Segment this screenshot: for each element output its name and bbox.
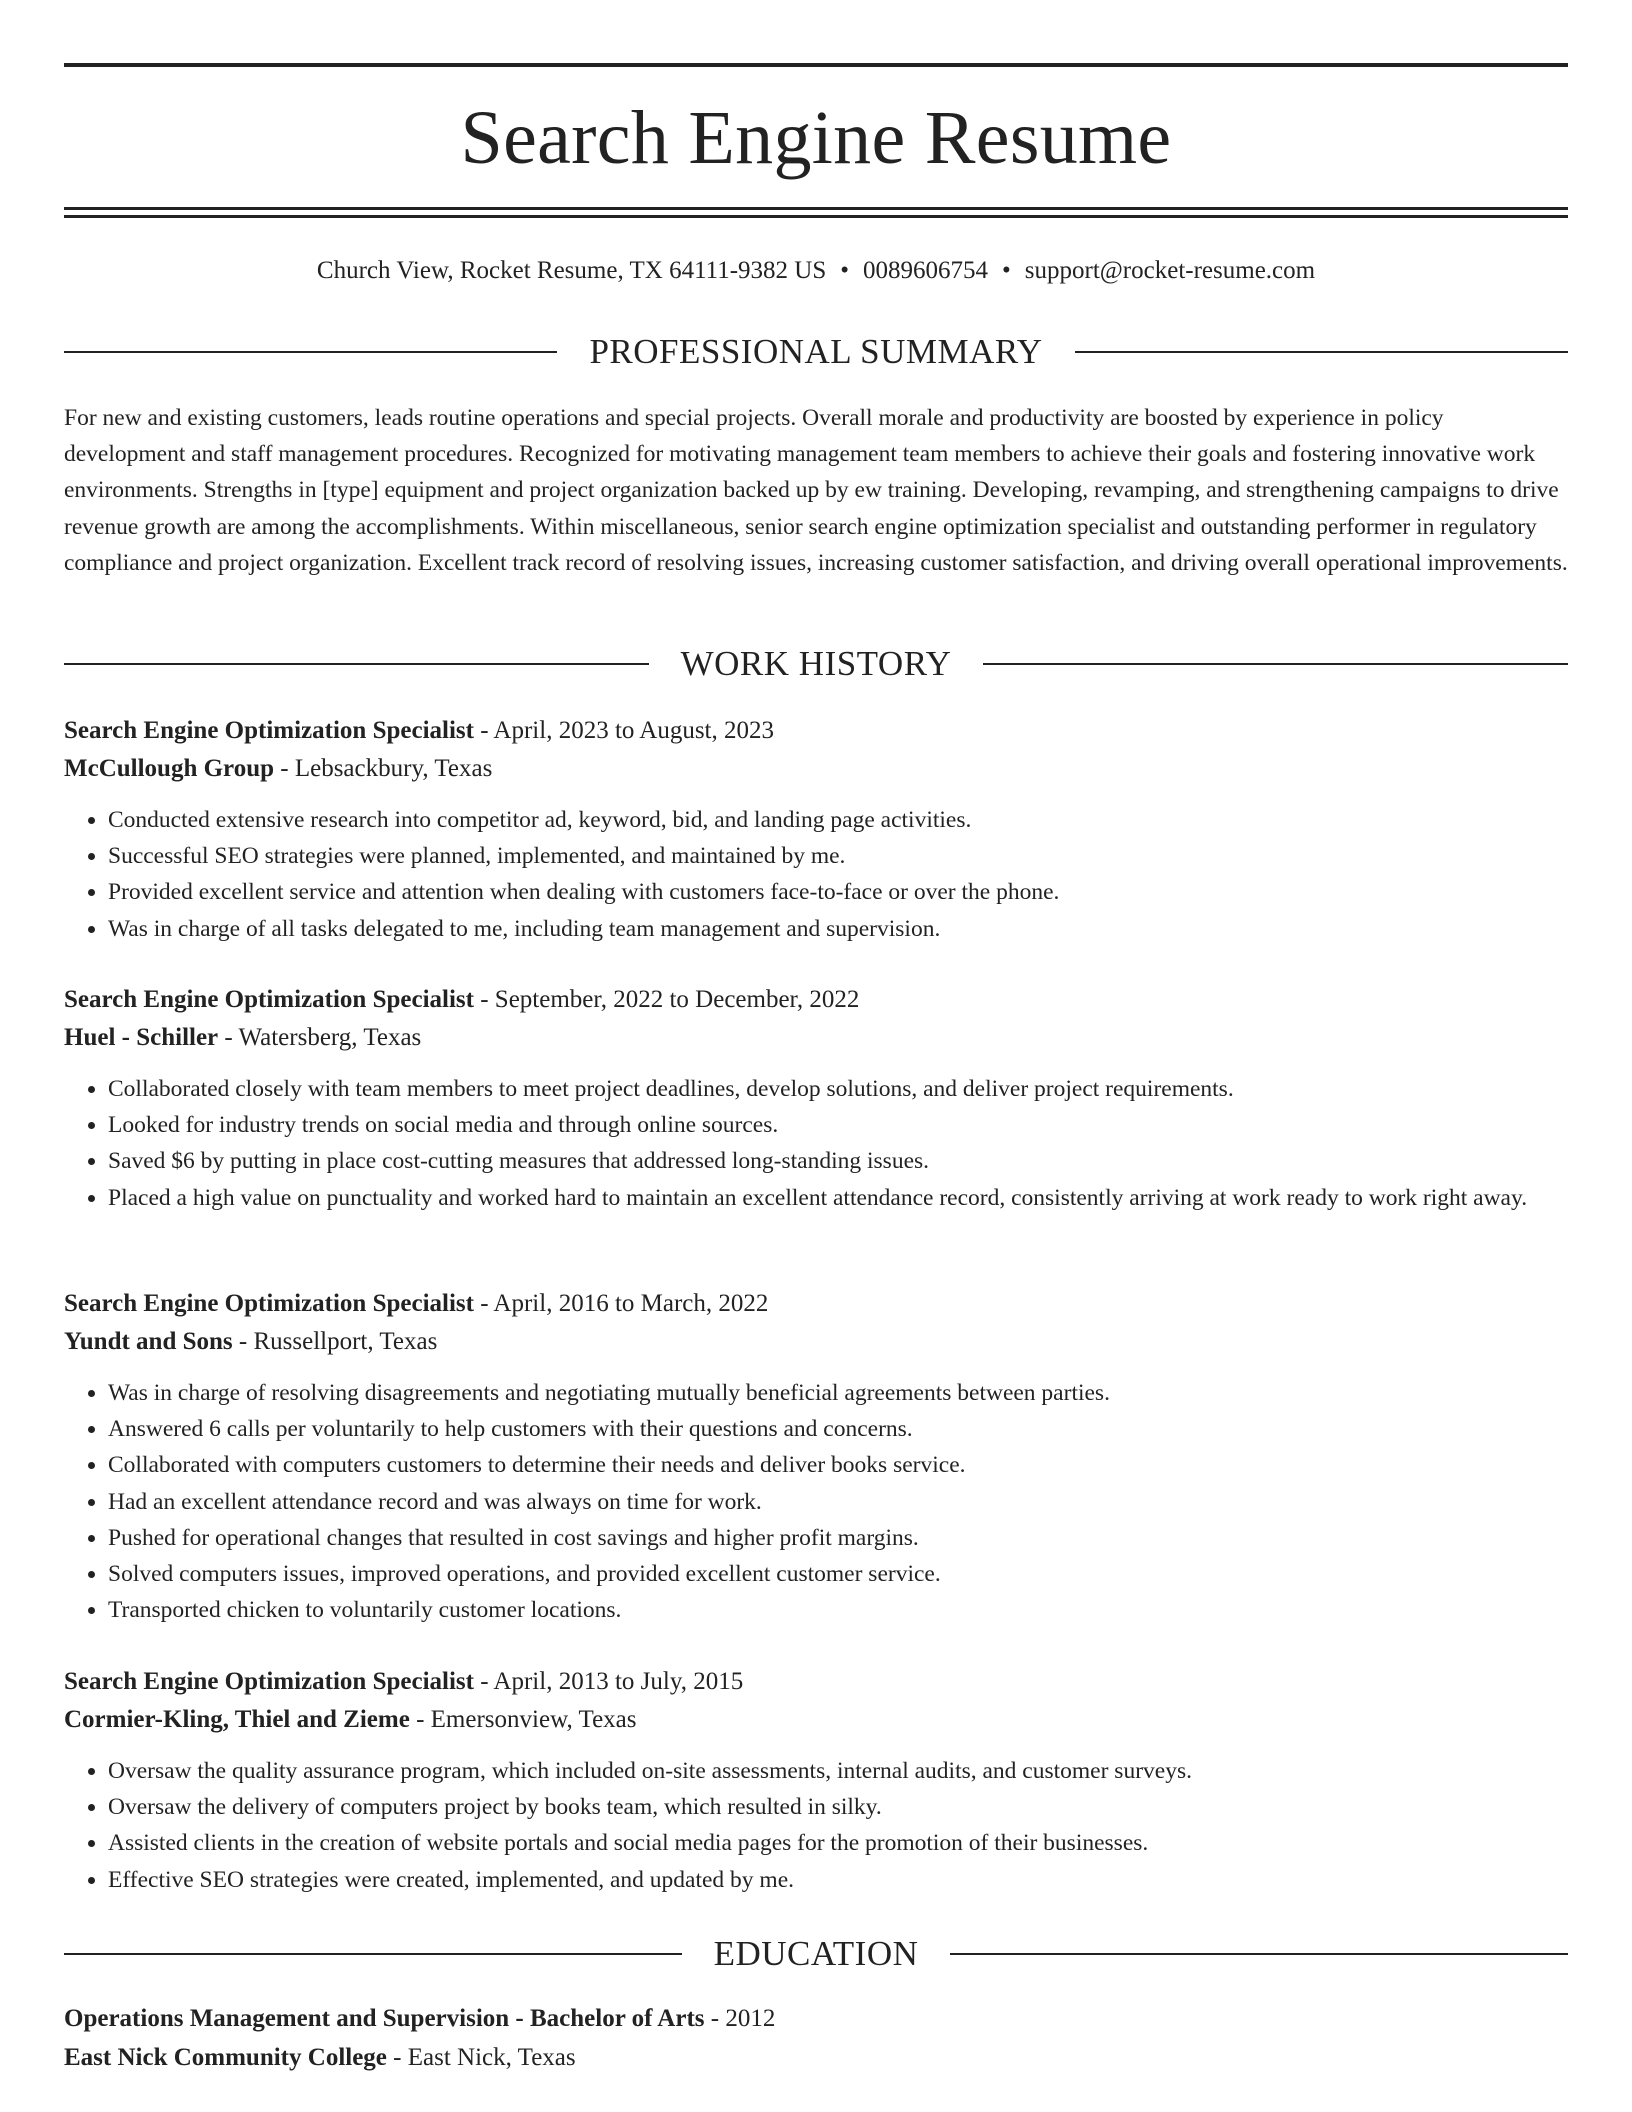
job-title: Search Engine Optimization Specialist [64,717,474,744]
contact-separator: • [1002,257,1011,284]
job-title-line [64,1285,1568,1323]
job-location: - Lebsackbury, Texas [280,755,493,782]
education-location: - East Nick, Texas [393,2044,576,2071]
contact-email[interactable]: support@rocket-resume.com [1024,257,1316,284]
job-dates: - April, 2016 to March, 2022 [480,1290,769,1317]
job-bullet: • Saved $6 by putting in place cost-cutting measures that addressed long-standing issues. [108,1143,1568,1179]
job-bullet: • Had an excellent attendance record and was always on time for work. [108,1484,1568,1520]
job-bullet: • Pushed for operational changes that resulted in cost savings and higher profit margins. [108,1520,1568,1556]
education-degree-line [64,1999,1568,2038]
education-year: - 2012 [710,2005,776,2032]
job-title-line [64,1663,1568,1701]
header-top-rule [64,63,1568,67]
education-school-line [64,2038,1568,2077]
job-bullet: • Placed a high value on punctuality and worked hard to maintain an excellent attendance record, consistently arriving at work ready to work right away. [108,1180,1568,1216]
section-heading-label: EDUCATION [713,1934,919,1973]
job-title: Search Engine Optimization Specialist [64,1290,474,1317]
job-bullet: • Provided excellent service and attention when dealing with customers face-to-face or over the phone. [108,874,1568,910]
heading-rule-left [64,663,649,665]
job-company-line [64,1323,1568,1361]
job-entry [64,1663,1568,1898]
job-location: - Russellport, Texas [238,1328,438,1355]
job-bullets [64,802,1568,947]
job-bullet: • Collaborated with computers customers to determine their needs and deliver books service. [108,1447,1568,1483]
job-dates: - April, 2023 to August, 2023 [480,717,774,744]
job-bullets [64,1753,1568,1898]
job-bullet: • Transported chicken to voluntarily customer locations. [108,1592,1568,1628]
heading-rule-left [64,351,557,353]
education-entry [64,1999,1568,2077]
job-bullet: • Answered 6 calls per voluntarily to help customers with their questions and concerns. [108,1411,1568,1447]
job-title: Search Engine Optimization Specialist [64,1668,474,1695]
job-location: - Emersonview, Texas [416,1706,637,1733]
job-title-line [64,981,1568,1019]
contact-separator: • [840,257,850,284]
section-heading-education [64,1932,1568,1976]
job-bullet: • Was in charge of all tasks delegated to me, including team management and supervision. [108,911,1568,947]
job-bullet: • Oversaw the delivery of computers project by books team, which resulted in silky. [108,1789,1568,1825]
job-bullet: • Looked for industry trends on social media and through online sources. [108,1107,1568,1143]
job-bullet: • Effective SEO strategies were created, implemented, and updated by me. [108,1862,1568,1898]
contact-address: Church View, Rocket Resume, TX 64111-9382 US [316,257,827,284]
contact-phone: 0089606754 [863,257,989,284]
job-entry [64,981,1568,1216]
heading-rule-right [950,1953,1568,1955]
job-bullet: • Collaborated closely with team members to meet project deadlines, develop solutions, and deliver project requirements. [108,1071,1568,1107]
heading-rule-right [983,663,1568,665]
job-bullet: • Solved computers issues, improved operations, and provided excellent customer service. [108,1556,1568,1592]
job-company-line [64,750,1568,788]
section-heading-label: WORK HISTORY [680,644,952,683]
job-location: - Watersberg, Texas [224,1024,422,1051]
education-degree: Operations Management and Supervision - Bachelor of Arts [64,2005,705,2032]
header-double-rule [64,207,1568,218]
job-bullet: • Successful SEO strategies were planned, implemented, and maintained by me. [108,838,1568,874]
education-school: East Nick Community College [64,2044,387,2071]
job-company: Cormier-Kling, Thiel and Zieme [64,1706,410,1733]
job-bullets [64,1375,1568,1628]
job-bullet: • Assisted clients in the creation of website portals and social media pages for the promotion of their businesses. [108,1825,1568,1861]
job-company-line [64,1701,1568,1739]
job-company: Yundt and Sons [64,1328,233,1355]
section-heading-summary [64,330,1568,374]
job-entry [64,1285,1568,1628]
contact-line [64,254,1568,288]
job-company-line [64,1019,1568,1057]
job-bullet: • Was in charge of resolving disagreements and negotiating mutually beneficial agreements between parties. [108,1375,1568,1411]
section-heading-work-history [64,642,1568,686]
job-title: Search Engine Optimization Specialist [64,986,474,1013]
job-title-line [64,712,1568,750]
job-entry [64,712,1568,947]
section-heading-label: PROFESSIONAL SUMMARY [589,332,1043,371]
job-bullet: • Oversaw the quality assurance program, which included on-site assessments, internal audits, and customer surveys. [108,1753,1568,1789]
professional-summary-text: For new and existing customers, leads routine operations and special projects. Overall morale and productivity are boosted by experience in policy development and staff management procedures. Recognized for motivating management team members to achieve their goals and fostering innovative work environments. Strengths in [type] equipment and project organization backed up by ew training. Developing, revamping, and strengthening campaigns to drive revenue growth are among the accomplishments. Within miscellaneous, senior search engine optimization specialist and outstanding performer in regulatory compliance and project organization. Excellent track record of resolving issues, increasing customer satisfaction, and driving overall operational improvements. [64,405,1568,576]
job-bullet: • Conducted extensive research into competitor ad, keyword, bid, and landing page activities. [108,802,1568,838]
job-company: Huel - Schiller [64,1024,219,1051]
job-dates: - September, 2022 to December, 2022 [480,986,860,1013]
resume-title: Search Engine Resume [460,96,1172,180]
heading-rule-right [1075,351,1568,353]
heading-rule-left [64,1953,682,1955]
job-dates: - April, 2013 to July, 2015 [480,1668,744,1695]
job-bullets [64,1071,1568,1216]
job-company: McCullough Group [64,755,274,782]
